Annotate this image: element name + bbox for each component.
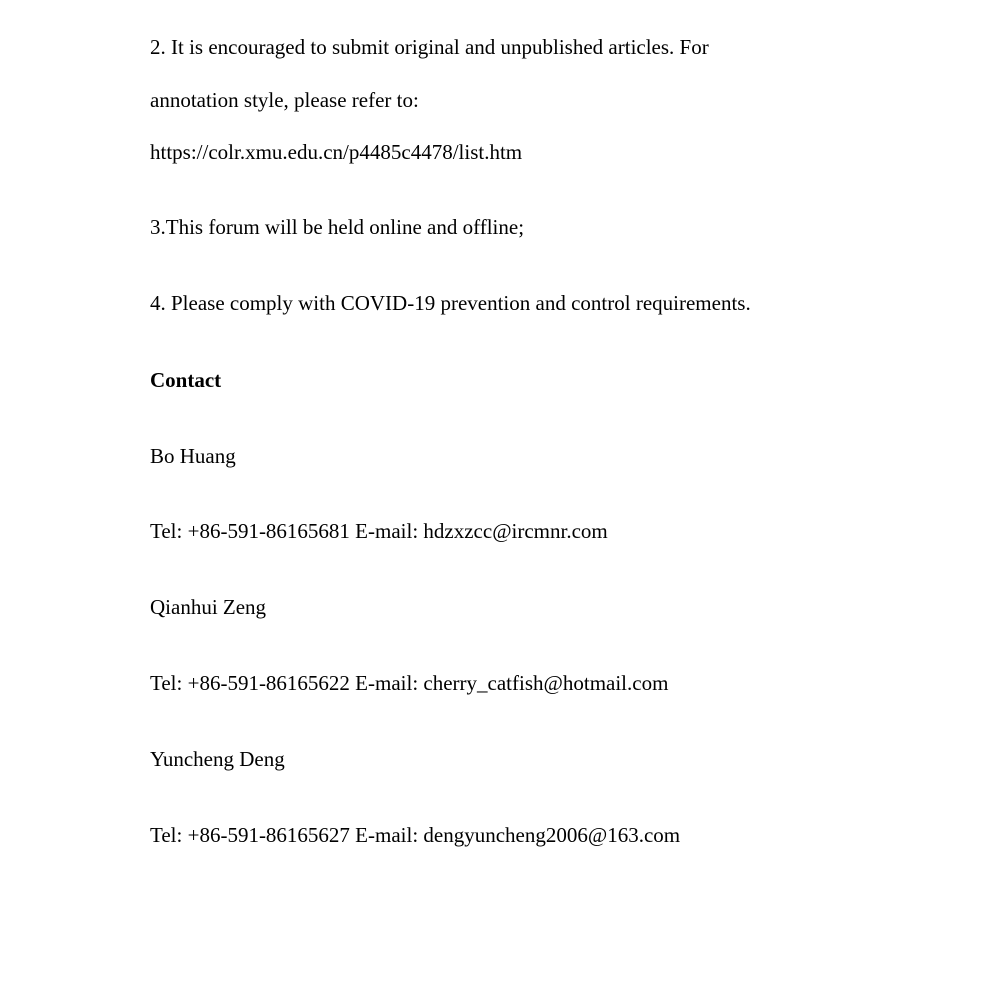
note-item-3: 3.This forum will be held online and offline; (150, 215, 525, 239)
note-item-2-line-2: annotation style, please refer to: (150, 88, 419, 112)
contact-heading: Contact (150, 368, 222, 392)
contact-details-bo-huang: Tel: +86-591-86165681 E-mail: hdzxzcc@ircmnr.com (150, 519, 608, 543)
contact-details-yuncheng-deng: Tel: +86-591-86165627 E-mail: dengyuncheng2006@163.com (150, 823, 681, 847)
note-item-2-line-1: 2. It is encouraged to submit original and unpublished articles. For (150, 35, 709, 59)
annotation-style-url: https://colr.xmu.edu.cn/p4485c4478/list.htm (150, 140, 523, 164)
contact-name-bo-huang: Bo Huang (150, 444, 236, 468)
contact-details-qianhui-zeng: Tel: +86-591-86165622 E-mail: cherry_catfish@hotmail.com (150, 671, 669, 695)
note-item-4: 4. Please comply with COVID-19 prevention and control requirements. (150, 291, 751, 315)
contact-name-yuncheng-deng: Yuncheng Deng (150, 747, 285, 771)
contact-name-qianhui-zeng: Qianhui Zeng (150, 595, 267, 619)
